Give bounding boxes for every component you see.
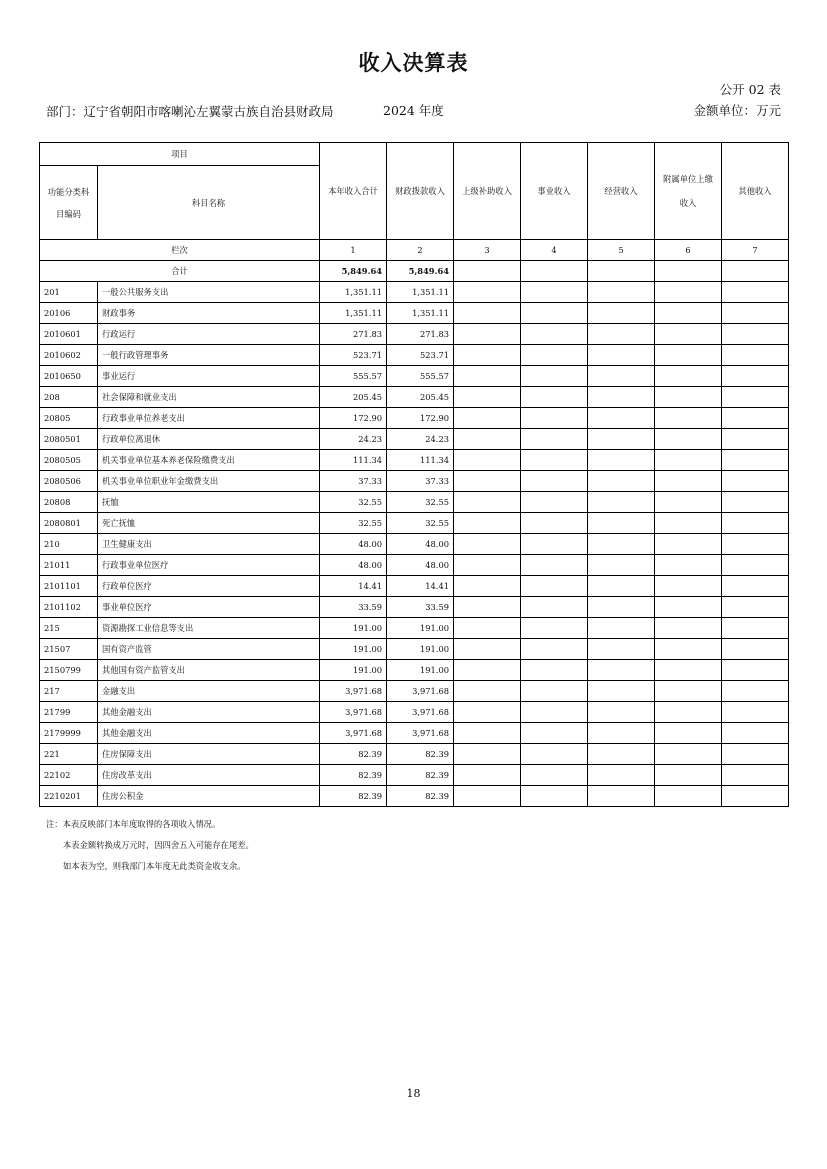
row-empty-cell	[521, 723, 588, 744]
row-empty-cell	[588, 786, 655, 807]
row-empty-cell	[454, 786, 521, 807]
row-empty-cell	[454, 303, 521, 324]
header-col-6: 附属单位上缴收入	[655, 143, 722, 240]
row-fiscal: 33.59	[387, 597, 454, 618]
row-empty-cell	[521, 618, 588, 639]
row-empty-cell	[655, 471, 722, 492]
table-row	[40, 471, 789, 492]
row-code: 2010650	[40, 366, 98, 387]
row-total: 523.71	[320, 345, 387, 366]
row-empty-cell	[454, 366, 521, 387]
row-empty-cell	[588, 408, 655, 429]
table-row	[40, 513, 789, 534]
row-total: 191.00	[320, 618, 387, 639]
row-code: 21507	[40, 639, 98, 660]
row-empty-cell	[722, 471, 789, 492]
table-row	[40, 723, 789, 744]
row-code: 2210201	[40, 786, 98, 807]
row-empty-cell	[521, 639, 588, 660]
row-total: 555.57	[320, 366, 387, 387]
row-total: 1,351.11	[320, 282, 387, 303]
row-empty-cell	[722, 660, 789, 681]
row-empty-cell	[722, 723, 789, 744]
row-total: 271.83	[320, 324, 387, 345]
notes	[46, 814, 254, 877]
row-code: 217	[40, 681, 98, 702]
row-code: 2080505	[40, 450, 98, 471]
row-code: 2080501	[40, 429, 98, 450]
row-empty-cell	[655, 786, 722, 807]
table-row	[40, 345, 789, 366]
page-title: 收入决算表	[358, 51, 469, 75]
row-empty-cell	[588, 492, 655, 513]
row-empty-cell	[588, 744, 655, 765]
row-name: 国有资产监管	[98, 639, 320, 660]
row-empty-cell	[655, 702, 722, 723]
lanci-label: 栏次	[40, 240, 320, 261]
row-fiscal: 555.57	[387, 366, 454, 387]
row-fiscal: 37.33	[387, 471, 454, 492]
row-empty-cell	[521, 597, 588, 618]
row-empty-cell	[454, 408, 521, 429]
row-name: 行政单位医疗	[98, 576, 320, 597]
row-empty-cell	[655, 408, 722, 429]
table-row	[40, 597, 789, 618]
row-empty-cell	[655, 387, 722, 408]
row-code: 210	[40, 534, 98, 555]
row-name: 行政事业单位医疗	[98, 555, 320, 576]
row-total: 82.39	[320, 744, 387, 765]
row-empty-cell	[588, 429, 655, 450]
row-total: 3,971.68	[320, 702, 387, 723]
fiscal-year: 2024 年度	[383, 103, 444, 118]
row-fiscal: 191.00	[387, 660, 454, 681]
row-total: 14.41	[320, 576, 387, 597]
row-empty-cell	[655, 744, 722, 765]
row-empty-cell	[454, 345, 521, 366]
page-number: 18	[406, 1087, 421, 1100]
row-code: 2179999	[40, 723, 98, 744]
row-fiscal: 172.90	[387, 408, 454, 429]
row-fiscal: 1,351.11	[387, 282, 454, 303]
header-col-1: 本年收入合计	[320, 143, 387, 240]
row-empty-cell	[588, 324, 655, 345]
row-empty-cell	[521, 471, 588, 492]
note-line: 本表金额转换成万元时，因四舍五入可能存在尾差。	[63, 840, 254, 850]
row-empty-cell	[454, 597, 521, 618]
row-name: 一般行政管理事务	[98, 345, 320, 366]
total-value: 5,849.64	[387, 261, 454, 282]
header-name: 科目名称	[98, 166, 320, 240]
row-empty-cell	[521, 387, 588, 408]
row-empty-cell	[588, 534, 655, 555]
row-empty-cell	[521, 450, 588, 471]
row-empty-cell	[722, 681, 789, 702]
table-row	[40, 744, 789, 765]
row-empty-cell	[722, 786, 789, 807]
row-fiscal: 82.39	[387, 765, 454, 786]
row-fiscal: 1,351.11	[387, 303, 454, 324]
lanci-row	[40, 240, 789, 261]
row-code: 208	[40, 387, 98, 408]
row-empty-cell	[521, 534, 588, 555]
row-empty-cell	[588, 387, 655, 408]
row-total: 37.33	[320, 471, 387, 492]
row-empty-cell	[655, 324, 722, 345]
total-label: 合计	[40, 261, 320, 282]
lanci-cell: 2	[387, 240, 454, 261]
row-empty-cell	[722, 324, 789, 345]
row-empty-cell	[454, 681, 521, 702]
table-row	[40, 618, 789, 639]
row-name: 金融支出	[98, 681, 320, 702]
row-fiscal: 3,971.68	[387, 681, 454, 702]
row-empty-cell	[722, 366, 789, 387]
row-empty-cell	[588, 639, 655, 660]
row-empty-cell	[588, 513, 655, 534]
row-fiscal: 523.71	[387, 345, 454, 366]
row-name: 其他金融支出	[98, 702, 320, 723]
row-code: 20805	[40, 408, 98, 429]
row-total: 111.34	[320, 450, 387, 471]
row-total: 172.90	[320, 408, 387, 429]
header-col-5: 经营收入	[588, 143, 655, 240]
row-empty-cell	[722, 555, 789, 576]
row-empty-cell	[655, 639, 722, 660]
row-empty-cell	[521, 681, 588, 702]
row-empty-cell	[588, 723, 655, 744]
row-total: 82.39	[320, 786, 387, 807]
row-empty-cell	[722, 492, 789, 513]
row-empty-cell	[454, 765, 521, 786]
row-empty-cell	[588, 282, 655, 303]
row-empty-cell	[588, 471, 655, 492]
row-total: 24.23	[320, 429, 387, 450]
row-empty-cell	[521, 282, 588, 303]
row-empty-cell	[521, 702, 588, 723]
header-col-3: 上级补助收入	[454, 143, 521, 240]
row-empty-cell	[521, 345, 588, 366]
row-empty-cell	[521, 303, 588, 324]
row-code: 2101101	[40, 576, 98, 597]
row-empty-cell	[655, 576, 722, 597]
row-code: 2150799	[40, 660, 98, 681]
row-empty-cell	[722, 639, 789, 660]
row-empty-cell	[722, 450, 789, 471]
row-code: 215	[40, 618, 98, 639]
row-fiscal: 191.00	[387, 618, 454, 639]
table-row	[40, 387, 789, 408]
row-total: 191.00	[320, 660, 387, 681]
header-row-1	[40, 143, 789, 166]
lanci-cell: 1	[320, 240, 387, 261]
table-row	[40, 282, 789, 303]
row-empty-cell	[722, 282, 789, 303]
amount-unit: 金额单位：万元	[693, 103, 781, 118]
total-value	[521, 261, 588, 282]
row-name: 卫生健康支出	[98, 534, 320, 555]
row-empty-cell	[722, 576, 789, 597]
row-empty-cell	[722, 429, 789, 450]
row-empty-cell	[655, 513, 722, 534]
row-empty-cell	[454, 492, 521, 513]
row-empty-cell	[521, 492, 588, 513]
row-name: 住房保障支出	[98, 744, 320, 765]
row-empty-cell	[588, 597, 655, 618]
row-name: 死亡抚恤	[98, 513, 320, 534]
row-empty-cell	[655, 660, 722, 681]
total-row	[40, 261, 789, 282]
row-total: 3,971.68	[320, 681, 387, 702]
table-row	[40, 408, 789, 429]
row-empty-cell	[454, 282, 521, 303]
table-row	[40, 786, 789, 807]
row-empty-cell	[454, 471, 521, 492]
row-code: 22102	[40, 765, 98, 786]
row-name: 资源勘探工业信息等支出	[98, 618, 320, 639]
header-project: 项目	[40, 143, 320, 166]
row-empty-cell	[655, 555, 722, 576]
row-code: 2101102	[40, 597, 98, 618]
row-total: 48.00	[320, 555, 387, 576]
row-empty-cell	[722, 765, 789, 786]
row-empty-cell	[722, 597, 789, 618]
row-empty-cell	[454, 639, 521, 660]
row-empty-cell	[454, 450, 521, 471]
lanci-cell: 7	[722, 240, 789, 261]
row-empty-cell	[588, 555, 655, 576]
table-row	[40, 681, 789, 702]
row-empty-cell	[454, 387, 521, 408]
department-label: 部门：辽宁省朝阳市喀喇沁左翼蒙古族自治县财政局	[46, 104, 334, 119]
table-row	[40, 534, 789, 555]
table-row	[40, 555, 789, 576]
note-line: 注：本表反映部门本年度取得的各项收入情况。	[46, 819, 221, 829]
form-number: 公开 02 表	[719, 82, 781, 97]
row-fiscal: 24.23	[387, 429, 454, 450]
table-row	[40, 492, 789, 513]
row-name: 抚恤	[98, 492, 320, 513]
row-empty-cell	[588, 660, 655, 681]
total-value: 5,849.64	[320, 261, 387, 282]
row-total: 3,971.68	[320, 723, 387, 744]
row-empty-cell	[588, 681, 655, 702]
row-empty-cell	[588, 618, 655, 639]
row-empty-cell	[588, 702, 655, 723]
row-empty-cell	[722, 534, 789, 555]
row-code: 2010601	[40, 324, 98, 345]
row-empty-cell	[521, 366, 588, 387]
header-col-7: 其他收入	[722, 143, 789, 240]
row-total: 191.00	[320, 639, 387, 660]
row-empty-cell	[588, 303, 655, 324]
income-table	[39, 142, 789, 807]
total-value	[588, 261, 655, 282]
total-value	[655, 261, 722, 282]
row-fiscal: 271.83	[387, 324, 454, 345]
row-fiscal: 111.34	[387, 450, 454, 471]
row-empty-cell	[454, 324, 521, 345]
row-total: 33.59	[320, 597, 387, 618]
row-empty-cell	[521, 408, 588, 429]
row-name: 机关事业单位基本养老保险缴费支出	[98, 450, 320, 471]
row-empty-cell	[454, 660, 521, 681]
row-code: 20808	[40, 492, 98, 513]
row-empty-cell	[655, 723, 722, 744]
table-row	[40, 660, 789, 681]
row-empty-cell	[521, 765, 588, 786]
row-empty-cell	[454, 429, 521, 450]
row-fiscal: 14.41	[387, 576, 454, 597]
row-total: 82.39	[320, 765, 387, 786]
row-fiscal: 48.00	[387, 555, 454, 576]
row-empty-cell	[521, 744, 588, 765]
row-name: 事业单位医疗	[98, 597, 320, 618]
row-empty-cell	[655, 681, 722, 702]
table-row	[40, 366, 789, 387]
table-row	[40, 450, 789, 471]
row-empty-cell	[454, 555, 521, 576]
row-name: 其他国有资产监管支出	[98, 660, 320, 681]
row-name: 其他金融支出	[98, 723, 320, 744]
row-code: 20106	[40, 303, 98, 324]
row-empty-cell	[521, 660, 588, 681]
row-fiscal: 191.00	[387, 639, 454, 660]
row-empty-cell	[655, 597, 722, 618]
row-total: 32.55	[320, 492, 387, 513]
row-empty-cell	[521, 555, 588, 576]
total-value	[722, 261, 789, 282]
table-row	[40, 429, 789, 450]
row-empty-cell	[655, 450, 722, 471]
row-empty-cell	[521, 513, 588, 534]
row-empty-cell	[454, 534, 521, 555]
header-col-4: 事业收入	[521, 143, 588, 240]
row-empty-cell	[655, 366, 722, 387]
row-empty-cell	[588, 366, 655, 387]
row-name: 行政运行	[98, 324, 320, 345]
row-empty-cell	[655, 303, 722, 324]
row-empty-cell	[588, 576, 655, 597]
row-total: 205.45	[320, 387, 387, 408]
row-code: 201	[40, 282, 98, 303]
table-row	[40, 303, 789, 324]
header-col-2: 财政拨款收入	[387, 143, 454, 240]
table-row	[40, 702, 789, 723]
row-name: 住房改革支出	[98, 765, 320, 786]
row-total: 1,351.11	[320, 303, 387, 324]
row-empty-cell	[454, 744, 521, 765]
row-empty-cell	[454, 702, 521, 723]
note-line: 如本表为空，则我部门本年度无此类资金收支余。	[63, 861, 246, 871]
row-empty-cell	[722, 744, 789, 765]
row-empty-cell	[655, 282, 722, 303]
row-empty-cell	[722, 345, 789, 366]
row-name: 一般公共服务支出	[98, 282, 320, 303]
row-fiscal: 48.00	[387, 534, 454, 555]
table-row	[40, 765, 789, 786]
row-name: 住房公积金	[98, 786, 320, 807]
row-total: 32.55	[320, 513, 387, 534]
row-code: 2080506	[40, 471, 98, 492]
row-code: 2080801	[40, 513, 98, 534]
row-fiscal: 205.45	[387, 387, 454, 408]
table-row	[40, 576, 789, 597]
row-total: 48.00	[320, 534, 387, 555]
row-empty-cell	[722, 387, 789, 408]
row-empty-cell	[454, 576, 521, 597]
lanci-cell: 4	[521, 240, 588, 261]
lanci-cell: 3	[454, 240, 521, 261]
row-empty-cell	[588, 345, 655, 366]
row-empty-cell	[521, 324, 588, 345]
row-code: 2010602	[40, 345, 98, 366]
row-empty-cell	[521, 429, 588, 450]
row-name: 机关事业单位职业年金缴费支出	[98, 471, 320, 492]
row-code: 221	[40, 744, 98, 765]
row-empty-cell	[454, 723, 521, 744]
row-empty-cell	[588, 450, 655, 471]
row-name: 社会保障和就业支出	[98, 387, 320, 408]
row-empty-cell	[655, 429, 722, 450]
row-fiscal: 82.39	[387, 744, 454, 765]
table-row	[40, 324, 789, 345]
row-code: 21799	[40, 702, 98, 723]
row-empty-cell	[722, 513, 789, 534]
row-empty-cell	[655, 492, 722, 513]
row-empty-cell	[454, 513, 521, 534]
lanci-cell: 6	[655, 240, 722, 261]
row-code: 21011	[40, 555, 98, 576]
row-empty-cell	[722, 618, 789, 639]
row-empty-cell	[588, 765, 655, 786]
total-value	[454, 261, 521, 282]
header-code: 功能分类科目编码	[40, 166, 98, 240]
row-empty-cell	[655, 534, 722, 555]
row-name: 事业运行	[98, 366, 320, 387]
row-name: 行政事业单位养老支出	[98, 408, 320, 429]
row-name: 财政事务	[98, 303, 320, 324]
row-empty-cell	[655, 765, 722, 786]
row-name: 行政单位离退休	[98, 429, 320, 450]
row-fiscal: 32.55	[387, 492, 454, 513]
lanci-cell: 5	[588, 240, 655, 261]
row-fiscal: 32.55	[387, 513, 454, 534]
table-row	[40, 639, 789, 660]
row-empty-cell	[521, 786, 588, 807]
row-empty-cell	[722, 408, 789, 429]
row-fiscal: 82.39	[387, 786, 454, 807]
row-empty-cell	[722, 702, 789, 723]
row-empty-cell	[655, 618, 722, 639]
row-empty-cell	[722, 303, 789, 324]
row-fiscal: 3,971.68	[387, 723, 454, 744]
row-empty-cell	[454, 618, 521, 639]
row-fiscal: 3,971.68	[387, 702, 454, 723]
row-empty-cell	[655, 345, 722, 366]
row-empty-cell	[521, 576, 588, 597]
